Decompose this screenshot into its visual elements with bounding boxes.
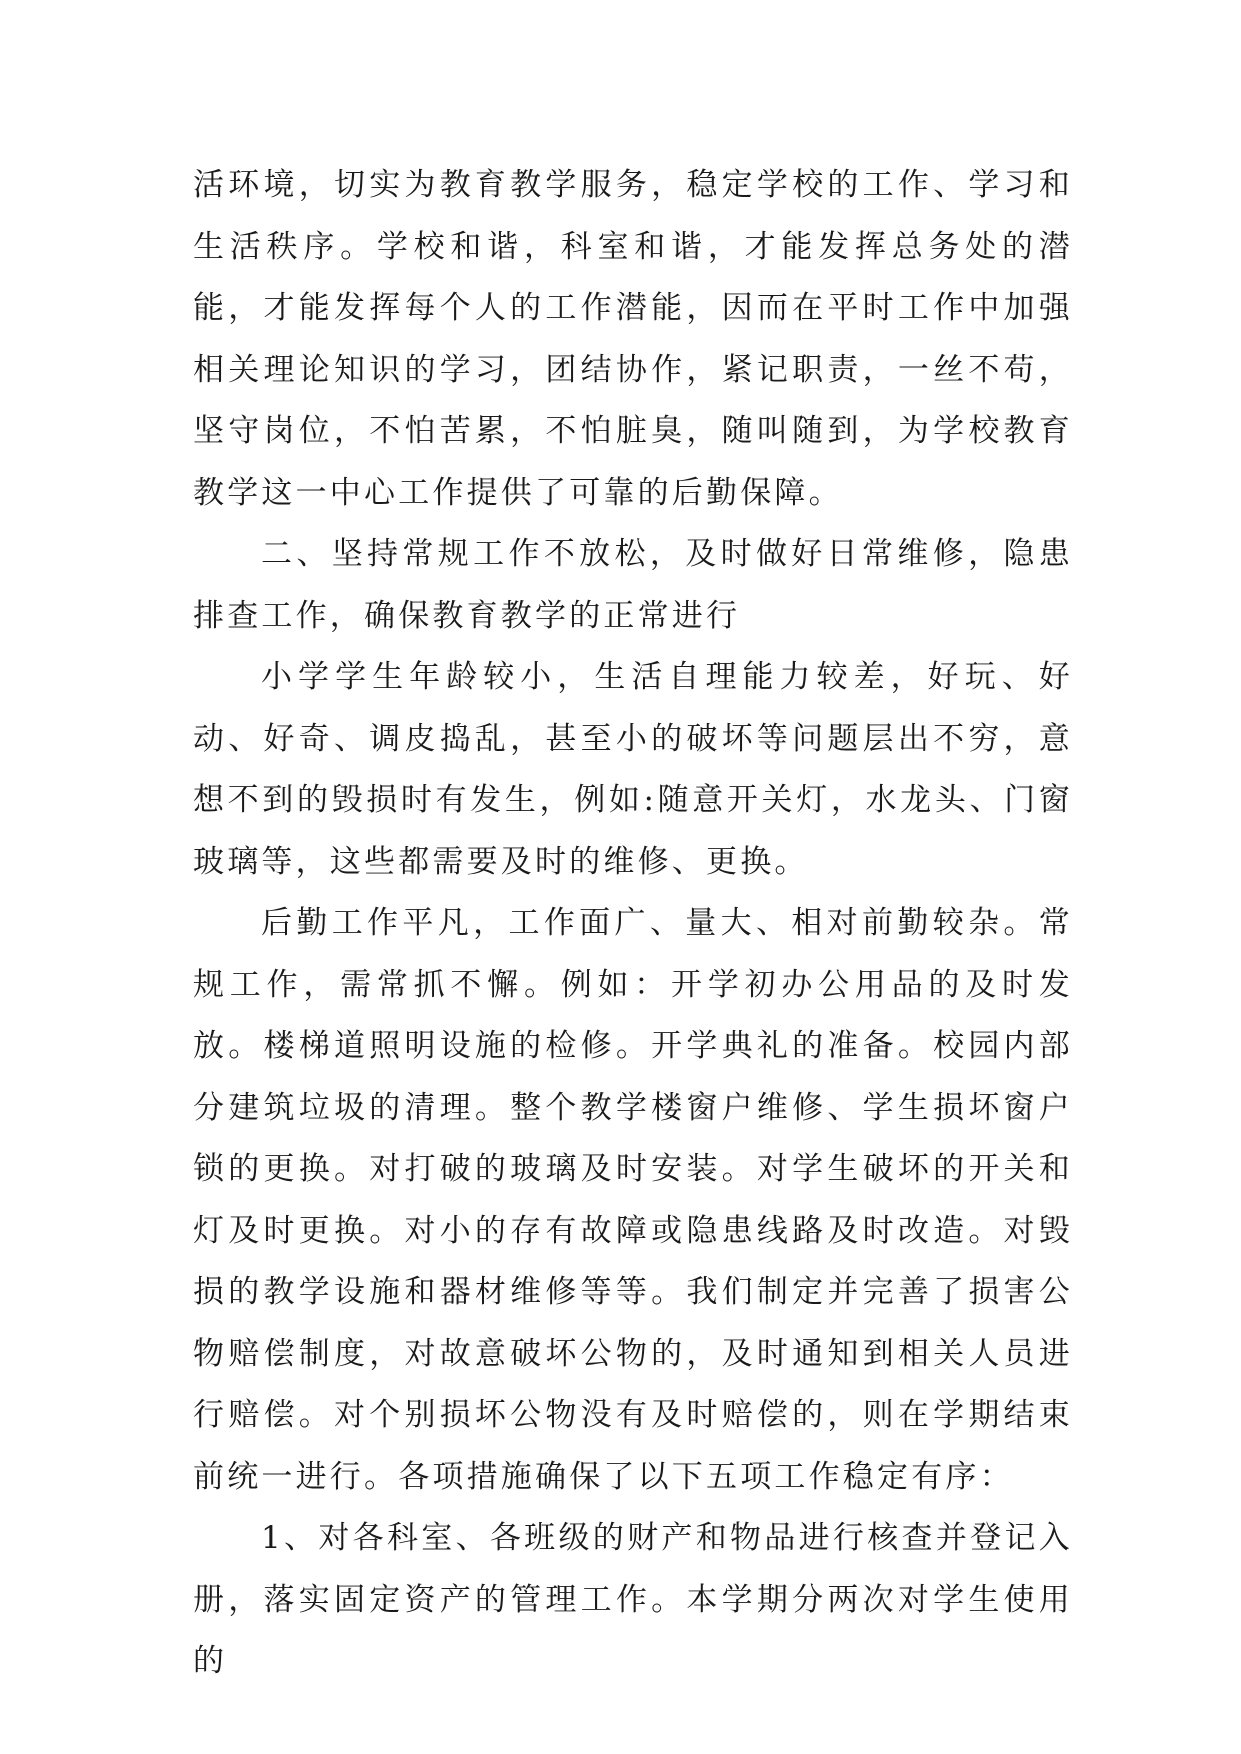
paragraph-5: 1、对各科室、各班级的财产和物品进行核查并登记入册，落实固定资产的管理工作。本学期分两次对学生使用的 bbox=[193, 1520, 1073, 1679]
paragraph-1: 活环境，切实为教育教学服务，稳定学校的工作、学习和生活秩序。学校和谐，科室和谐，才能发挥总务处的潜能，才能发挥每个人的工作潜能，因而在平时工作中加强相关理论知识的学习，团结协作，紧记职责，一丝不苟，坚守岗位，不怕苦累，不怕脏臭，随叫随到，为学校教育教学这一中心工作提供了可靠的后勤保障。 bbox=[193, 167, 1073, 511]
document-body bbox=[193, 155, 1073, 1693]
paragraph-3: 小学学生年龄较小，生活自理能力较差，好玩、好动、好奇、调皮捣乱，甚至小的破坏等问题层出不穷，意想不到的毁损时有发生，例如:随意开关灯，水龙头、门窗玻璃等，这些都需要及时的维修、更换。 bbox=[193, 659, 1073, 880]
section-heading-2: 二、坚持常规工作不放松，及时做好日常维修，隐患排查工作，确保教育教学的正常进行 bbox=[193, 536, 1073, 634]
paragraph-4: 后勤工作平凡，工作面广、量大、相对前勤较杂。常规工作，需常抓不懈。例如：开学初办公用品的及时发放。楼梯道照明设施的检修。开学典礼的准备。校园内部分建筑垃圾的清理。整个教学楼窗户维修、学生损坏窗户锁的更换。对打破的玻璃及时安装。对学生破坏的开关和灯及时更换。对小的存有故障或隐患线路及时改造。对毁损的教学设施和器材维修等等。我们制定并完善了损害公物赔偿制度，对故意破坏公物的，及时通知到相关人员进行赔偿。对个别损坏公物没有及时赔偿的，则在学期结束前统一进行。各项措施确保了以下五项工作稳定有序： bbox=[193, 905, 1073, 1495]
